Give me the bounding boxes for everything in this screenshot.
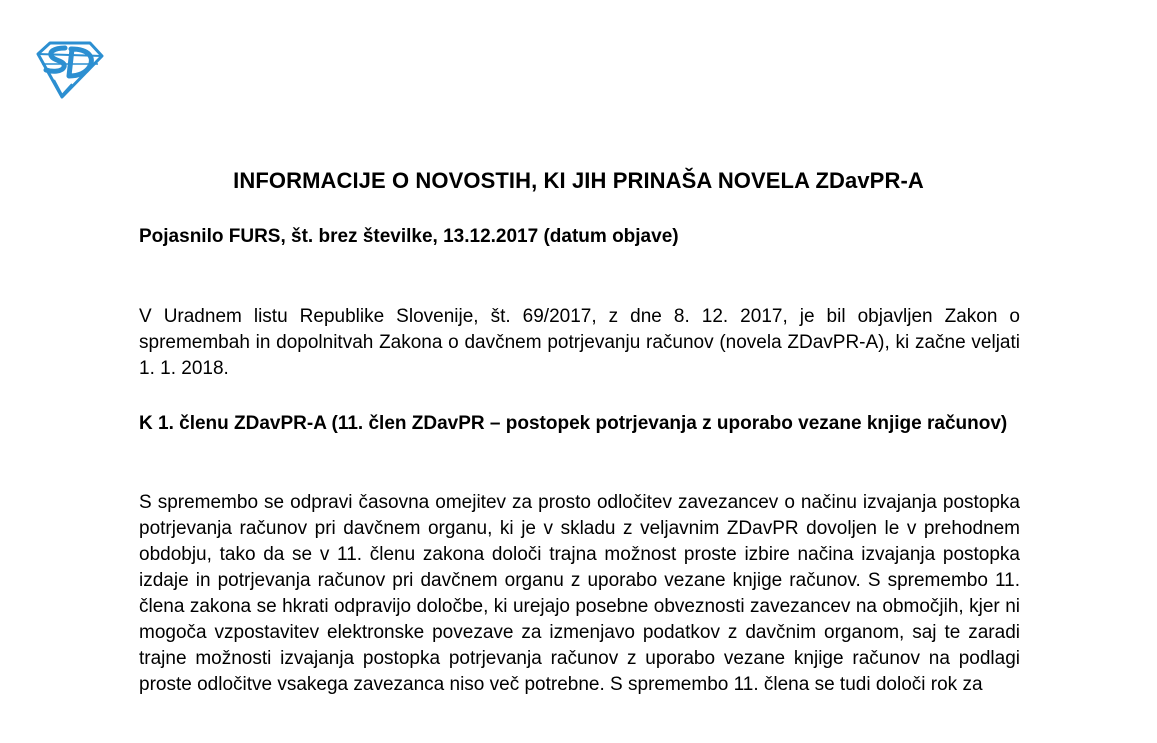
document-subtitle: Pojasnilo FURS, št. brez številke, 13.12.2017 (datum objave) bbox=[139, 226, 679, 247]
logo bbox=[32, 40, 104, 100]
paragraph-body: S spremembo se odpravi časovna omejitev za prosto odločitev zavezancev o načinu izvajanja postopka potrjevanja računov pri davčnem organu, ki je v skladu z veljavnim ZDavPR dovoljen le v prehodnem obdobju, tako da se v 11. členu zakona določi trajna možnost proste izbire načina izvajanja postopka izdaje in potrjevanja računov pri davčnem organu z uporabo vezane knjige računov. S spremembo 11. člena zakona se hkrati odpravijo določbe, ki urejajo posebne obveznosti zavezancev na območjih, kjer ni mogoča vzpostavitev elektronske povezave za izmenjavo podatkov z davčnim organom, saj te zaradi trajne možnosti izvajanja postopka potrjevanja računov z uporabo vezane knjige računov na podlagi proste odločitve vsakega zavezanca niso več potrebne. S spremembo 11. člena se tudi določi rok za bbox=[139, 492, 1020, 695]
document-title: INFORMACIJE O NOVOSTIH, KI JIH PRINAŠA NOVELA ZDavPR-A bbox=[233, 168, 924, 193]
section-heading: K 1. členu ZDavPR-A (11. člen ZDavPR – postopek potrjevanja z uporabo vezane knjige računov) bbox=[139, 413, 1008, 434]
diamond-logo-icon bbox=[32, 40, 104, 100]
paragraph-intro: V Uradnem listu Republike Slovenije, št. 69/2017, z dne 8. 12. 2017, je bil objavljen Zakon o spremembah in dopolnitvah Zakona o davčnem potrjevanju računov (novela ZDavPR-A), ki začne veljati 1. 1. 2018. bbox=[139, 306, 1020, 379]
